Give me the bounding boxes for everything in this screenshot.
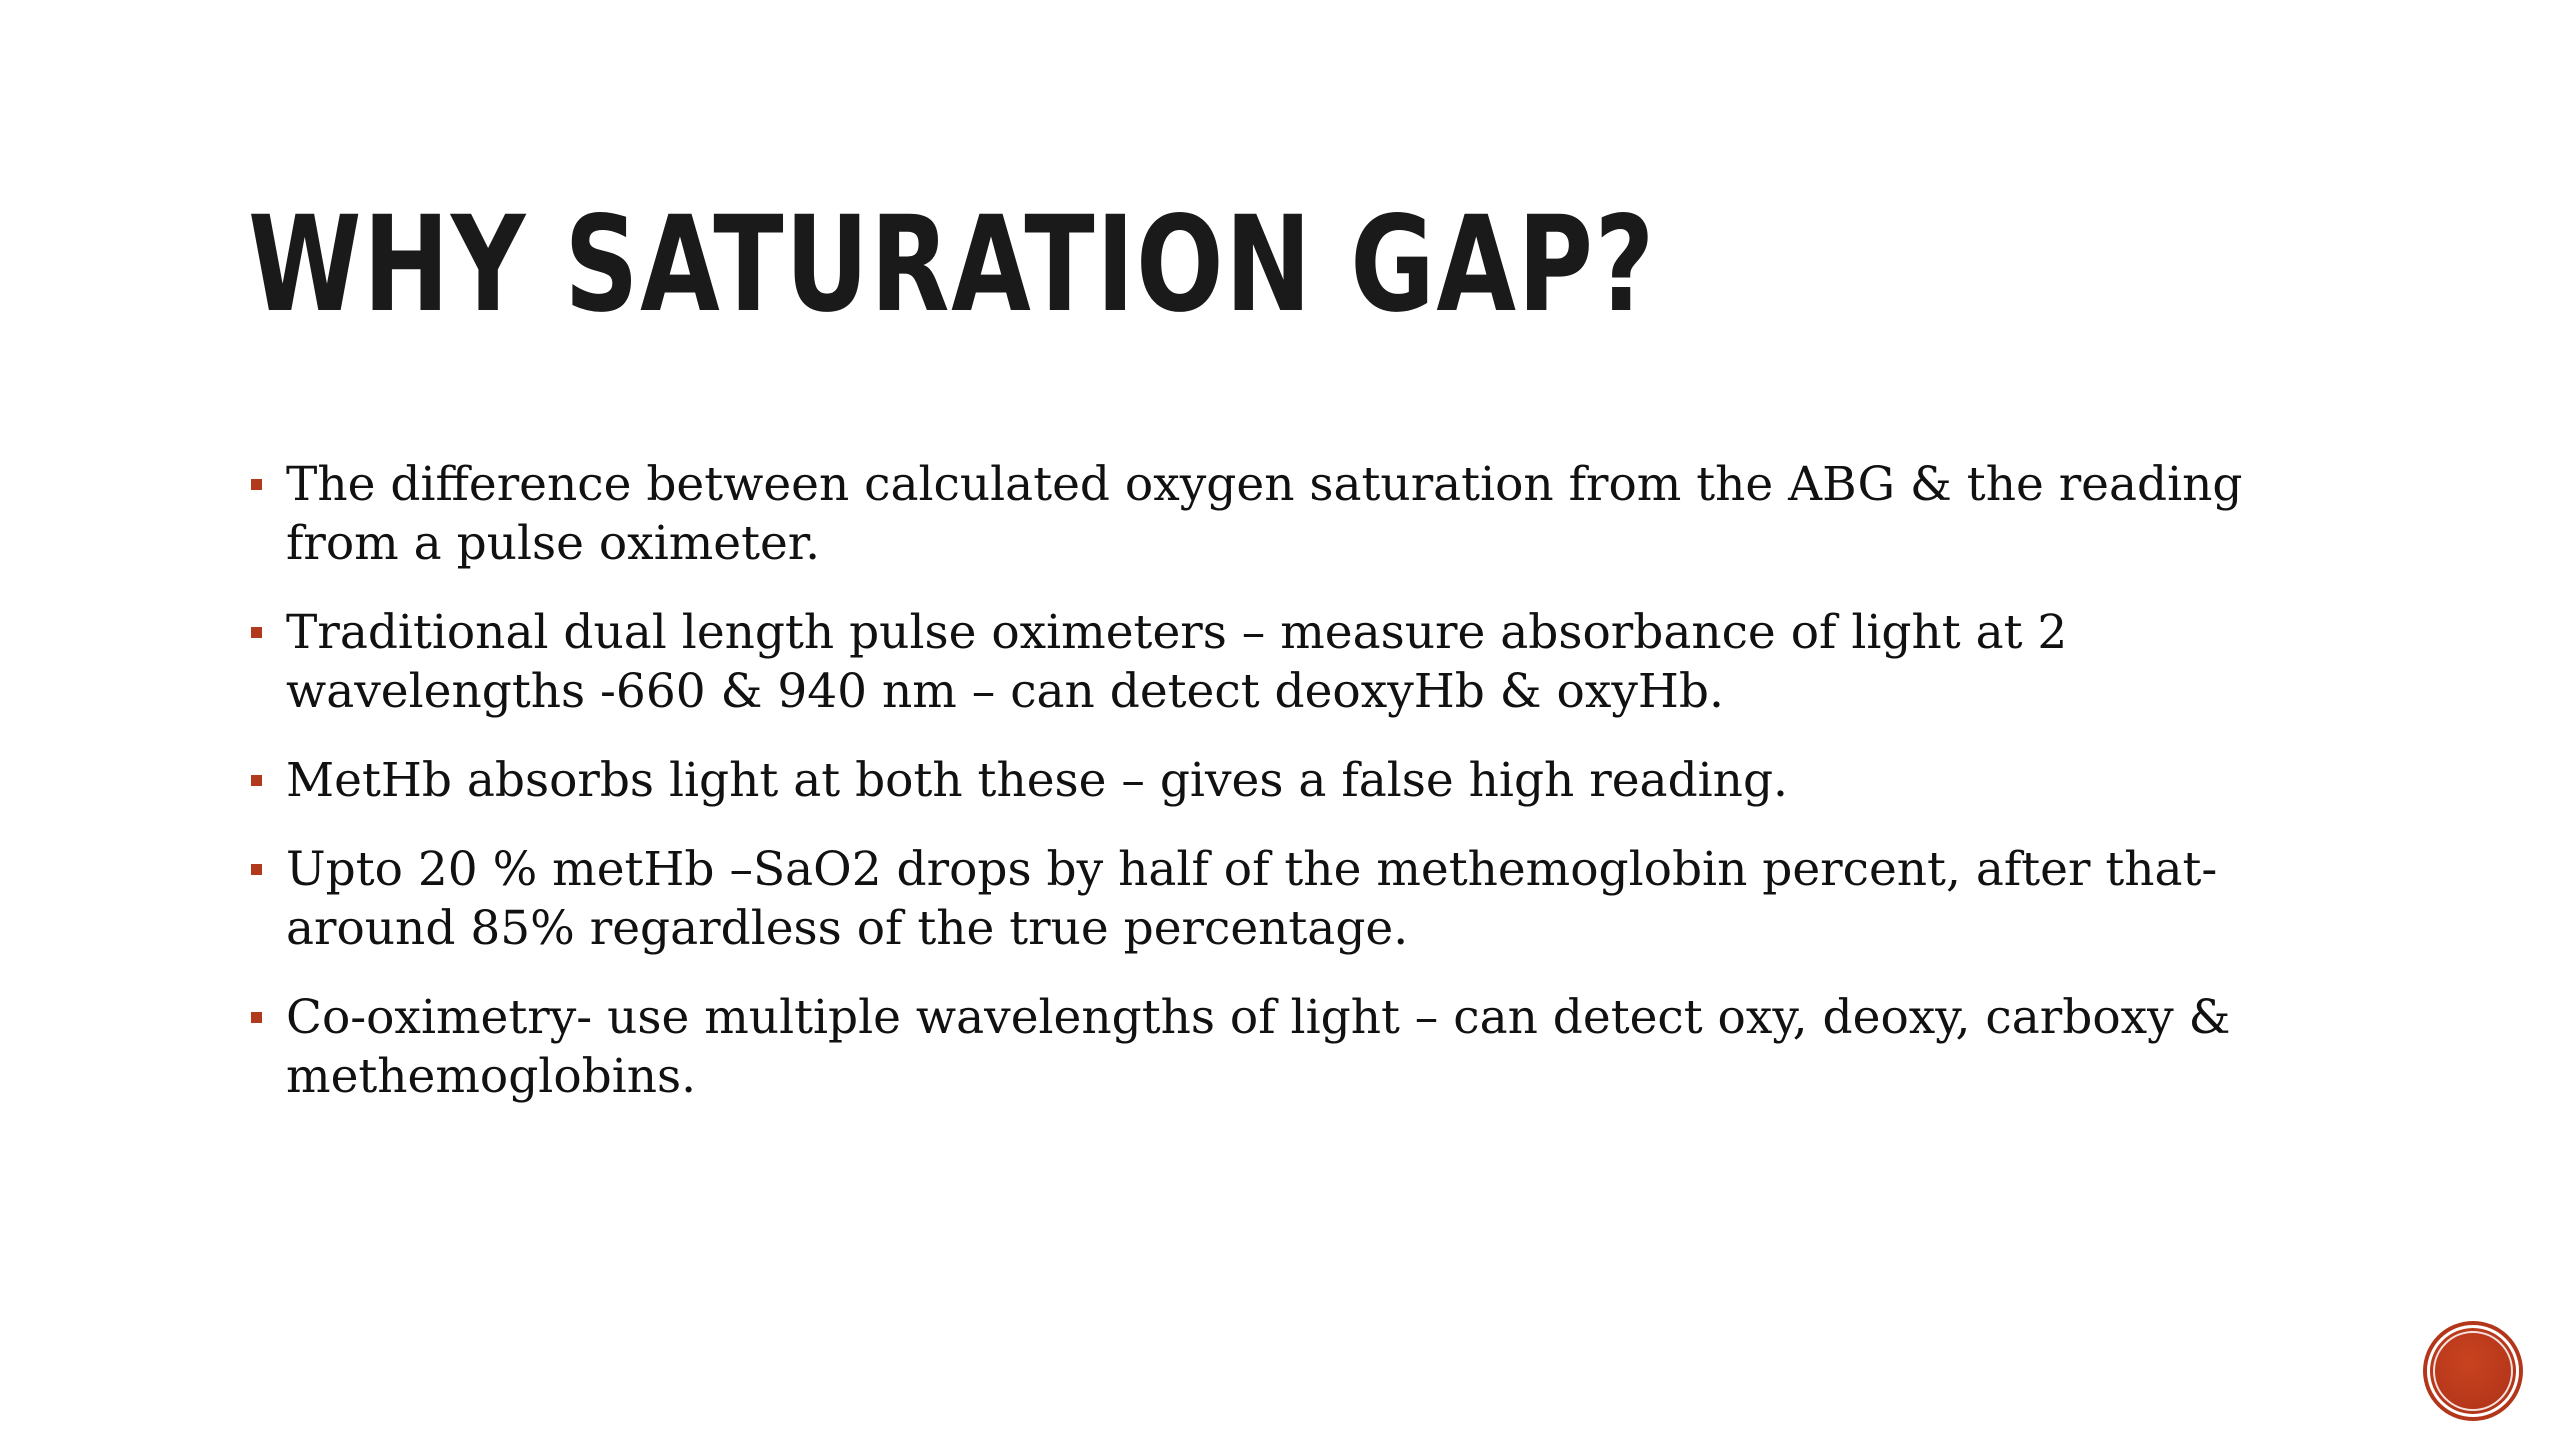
square-bullet-icon: [251, 627, 262, 638]
square-bullet-icon: [251, 864, 262, 875]
square-bullet-icon: [251, 479, 262, 490]
bullet-text: The difference between calculated oxygen saturation from the ABG & the reading from a pulse oximeter.: [286, 457, 2243, 571]
bullet-item: [248, 840, 2348, 958]
bullet-text: Co-oximetry- use multiple wavelengths of light – can detect oxy, deoxy, carboxy & methemoglobins.: [286, 990, 2231, 1104]
slide-nav-button[interactable]: [2427, 1325, 2519, 1417]
square-bullet-icon: [251, 1012, 262, 1023]
bullet-item: [248, 455, 2348, 573]
slide-title: WHY SATURATION GAP?: [248, 188, 1656, 342]
bullet-text: MetHb absorbs light at both these – gives a false high reading.: [286, 753, 1788, 808]
square-bullet-icon: [251, 775, 262, 786]
bullet-list: [248, 455, 2348, 1136]
bullet-item: [248, 603, 2348, 721]
bullet-item: [248, 988, 2348, 1106]
bullet-text: Traditional dual length pulse oximeters – measure absorbance of light at 2 wavelengths -660 & 940 nm – can detect deoxyHb & oxyHb.: [286, 605, 2068, 719]
bullet-item: [248, 751, 2348, 810]
bullet-text: Upto 20 % metHb –SaO2 drops by half of the methemoglobin percent, after that- around 85% regardless of the true percentage.: [286, 842, 2218, 956]
